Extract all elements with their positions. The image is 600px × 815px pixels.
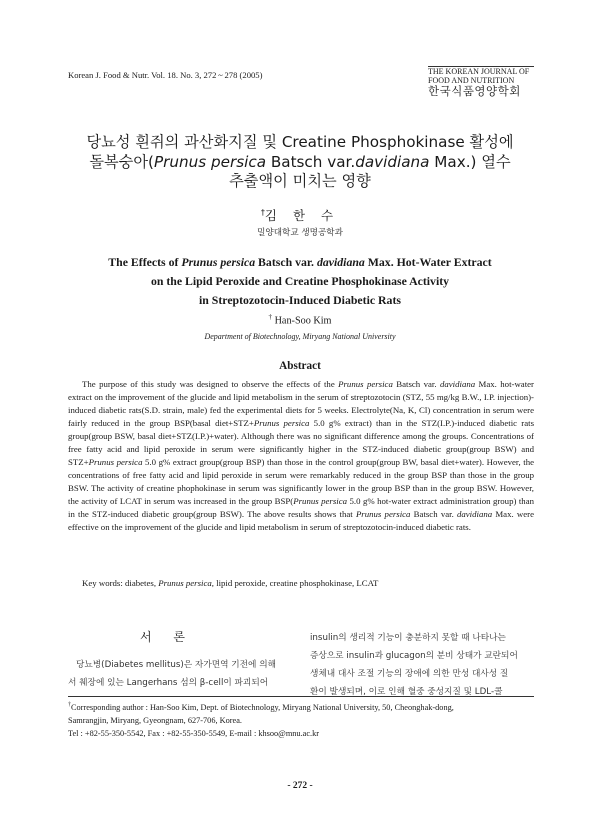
introduction-right-column [310,629,534,701]
intro-text-line: 증상으로 insulin과 glucagon의 분비 상태가 교란되어 [310,651,518,661]
footnote-text: Corresponding author : Han-Soo Kim, Dept. of Biotechnology, Miryang National University, 50, Cheonghak-dong, [71,702,454,712]
introduction-left-column [68,656,290,692]
intro-text-line: insulin의 생리적 기능이 충분하지 못할 때 나타나는 [310,633,506,643]
abstract-text: 5.0 g% extract) than in the STZ(I.P.)-induced diabetic rats group(group BSW, basal diet+STZ(I.P.)+water). Although there was no significant difference among the groups. Concentrations of free fatty acid and lipid peroxide in serum were significantly higher in the STZ-induced diabetic group(group BSW) and STZ+ [68,418,534,467]
species-name: Prunus persica [88,457,143,467]
korean-title-text: Max.) 열수 [429,152,511,171]
english-title-line3: in Streptozotocin-Induced Diabetic Rats [199,293,401,307]
english-title-species: Prunus persica [181,255,256,269]
journal-name-line2: FOOD AND NUTRITION [428,76,515,86]
intro-text-line: 서 췌장에 있는 Langerhans 섬의 β-cell이 파괴되어 [68,678,269,688]
abstract-paragraph [68,378,534,534]
journal-citation: Korean J. Food & Nutr. Vol. 18. No. 3, 272 ~ 278 (2005) [68,70,263,80]
english-affiliation: Department of Biotechnology, Miryang National University [204,332,396,341]
english-title-text: The Effects of [108,255,182,269]
abstract-text: Batsch var. [410,509,457,519]
abstract-text: 5.0 g% hot-water extract administration group) than in the STZ-induced diabetic group(group BSW). The above results shows that [68,496,535,519]
introduction-heading: 서 론 [140,630,194,644]
english-title [40,253,560,310]
english-title-text: Max. Hot-Water Extract [364,255,492,269]
journal-masthead [428,66,534,96]
korean-title-line1: 당뇨성 흰쥐의 과산화지질 및 Creatine Phosphokinase 활성에 [86,133,514,151]
footnote-divider [68,696,534,697]
journal-name-korean: 한국식품영양학회 [428,83,521,98]
english-title-line2: on the Lipid Peroxide and Creatine Phosphokinase Activity [150,274,450,288]
footnote-line [68,699,534,714]
korean-title [40,133,560,192]
abstract-text: Max. were effective on the improvement of the glucide and lipid metabolism in serum of streptozotocin-induced diabetic rats. [68,509,534,532]
english-title-variety: davidiana [316,255,365,269]
abstract-text: Max. hot-water extract on the improvement of the glucide and lipid metabolism in the serum of streptozotocin (STZ, 55 mg/kg B.W., I.P. injection)-induced diabetic rats(S.D. strain, male) fed the experimental diets for 5 weeks. Electrolyte(Na, K, Cl) concentration in serum were fairly reduced in the group BSP(basal diet+STZ+ [68,379,534,428]
abstract-text: 5.0 g% extract group(group BSP) than those in the control group(group BW, basal diet+water). However, the concentrations of free fatty acid and lipid peroxide in serum were remarkably reduced in the group BSP than those in the group BSW. The activity of creatine phophokinase in serum was significantly lower in the group BSP than in the group BSW. However, the activity of LCAT in serum was increased in the group BSP( [68,457,534,506]
author-mark: † [268,313,273,321]
korean-author-name: 김 한 수 [264,208,340,223]
english-author [0,313,600,326]
korean-title-line3: 추출액이 미치는 영향 [229,172,371,190]
keywords-text: Key words: diabetes, [82,578,159,588]
footnote-mark: † [68,702,71,708]
intro-text-line: 환이 발생되며, 이로 인해 혈중 중성지질 및 LDL-콜 [310,687,503,697]
korean-title-species: Prunus persica [153,152,267,171]
keywords [82,578,532,588]
korean-affiliation: 밀양대학교 생명공학과 [257,228,343,238]
page-number: - 272 - [287,781,313,791]
variety-name: davidiana [456,509,493,519]
footnote-line: Samrangjin, Miryang, Gyeongnam, 627-706, Korea. [68,715,242,725]
species-name: Prunus persica [355,509,411,519]
journal-name-line1: THE KOREAN JOURNAL OF [428,67,530,76]
korean-title-text: Batsch var. [266,152,356,171]
footnote-line: Tel : +82-55-350-5542, Fax : +82-55-350-5549, E-mail : khsoo@mnu.ac.kr [68,728,319,738]
species-name: Prunus persica [293,496,348,506]
abstract-heading: Abstract [279,360,321,372]
author-mark: † [260,207,265,217]
english-title-line1 [40,253,560,272]
abstract-text: The purpose of this study was designed to observe the effects of the [82,379,339,389]
english-title-text: Batsch var. [255,255,317,269]
variety-name: davidiana [439,379,476,389]
abstract-body [68,378,534,534]
korean-title-variety: davidiana [355,152,430,171]
species-name: Prunus persica [338,379,393,389]
intro-text-line: 생체내 대사 조절 기능의 장애에 의한 만성 대사성 질 [310,669,509,679]
intro-text-line: 당뇨병(Diabetes mellitus)은 자가면역 기전에 의해 [76,660,276,670]
korean-title-text: 돌복숭아( [89,152,154,171]
keywords-text: , lipid peroxide, creatine phosphokinase, LCAT [211,578,379,588]
species-name: Prunus persica [253,418,310,428]
abstract-text: Batsch var. [392,379,440,389]
korean-title-line2 [40,153,560,173]
korean-author [0,206,600,224]
corresponding-author-footnote [68,699,534,740]
english-author-name: Han-Soo Kim [274,315,332,327]
species-name: Prunus persica [158,578,212,588]
